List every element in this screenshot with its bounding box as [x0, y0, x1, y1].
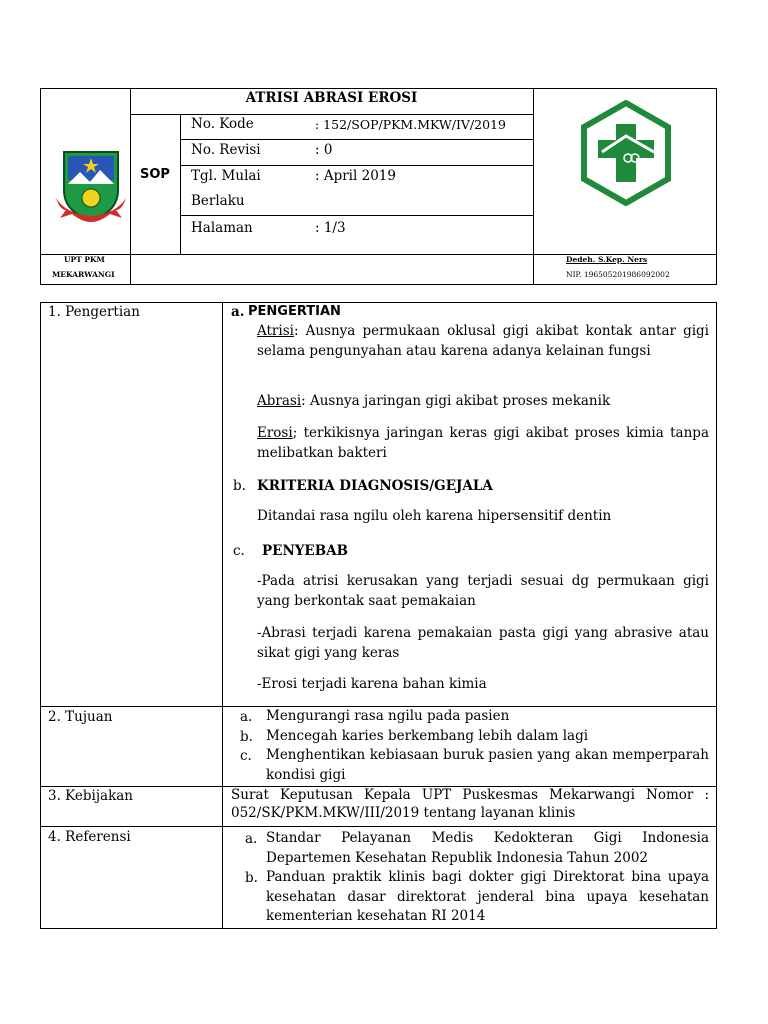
subheading-kriteria: KRITERIA DIAGNOSIS/GEJALA	[257, 478, 493, 494]
tujuan-item-c: Menghentikan kebiasaan buruk pasien yang akan memperparah kondisi gigi	[266, 747, 709, 783]
kebijakan-text: Surat Keputusan Kepala UPT Puskesmas Mekarwangi Nomor : 052/SK/PKM.MKW/III/2019 tentang layanan klinis	[231, 787, 709, 821]
signer-nip: NIP. 196505201986092002	[566, 270, 670, 279]
definition-atrisi	[257, 322, 709, 361]
tujuan-marker-c: c.	[240, 748, 252, 764]
term-abrasi: Abrasi	[257, 393, 302, 409]
revisi-value: : 0	[315, 142, 333, 158]
subheading-marker-b: b.	[233, 478, 246, 494]
term-atrisi: Atrisi	[257, 323, 294, 339]
signer-name: Dedeh. S.Kep. Ners	[566, 255, 648, 264]
halaman-label: Halaman	[191, 220, 253, 236]
kriteria-text: Ditandai rasa ngilu oleh karena hipersensitif dentin	[257, 508, 612, 524]
tgl-mulai-value: : April 2019	[315, 168, 396, 184]
org-name-line1: UPT PKM	[64, 255, 105, 264]
definition-atrisi-text: : Ausnya permukaan oklusal gigi akibat kontak antar gigi selama pengunyahan atau karena adanya kelainan fungsi	[257, 323, 709, 359]
referensi-marker-b: b.	[245, 870, 258, 886]
sop-title: ATRISI ABRASI EROSI	[245, 90, 418, 106]
tujuan-marker-a: a.	[240, 709, 253, 725]
penyebab-item-2: -Abrasi terjadi karena pemakaian pasta gigi yang abrasive atau sikat gigi yang keras	[257, 625, 709, 661]
row-label-kebijakan: 3. Kebijakan	[48, 788, 134, 804]
subheading-pengertian: PENGERTIAN	[248, 304, 341, 319]
tujuan-marker-b: b.	[240, 729, 253, 745]
definition-erosi	[257, 424, 709, 463]
subheading-marker-c: c.	[233, 543, 245, 559]
halaman-value: : 1/3	[315, 220, 346, 236]
term-erosi: Erosi	[257, 425, 293, 441]
puskesmas-logo-icon	[580, 100, 672, 206]
definition-abrasi-text: : Ausnya jaringan gigi akibat proses mekanik	[301, 393, 611, 409]
referensi-marker-a: a.	[245, 831, 258, 847]
tgl-mulai-label: Tgl. Mulai	[191, 168, 261, 184]
penyebab-item-3: -Erosi terjadi karena bahan kimia	[257, 676, 487, 692]
berlaku-label: Berlaku	[191, 193, 245, 209]
tujuan-item-b: Mencegah karies berkembang lebih dalam lagi	[266, 728, 589, 744]
sop-label: SOP	[140, 167, 170, 182]
row-label-pengertian: 1. Pengertian	[48, 304, 140, 320]
kode-value: : 152/SOP/PKM.MKW/IV/2019	[315, 117, 506, 132]
regional-emblem-icon	[52, 144, 130, 226]
row-label-referensi: 4. Referensi	[48, 829, 131, 845]
org-name-line2: MEKARWANGI	[52, 270, 115, 279]
kode-label: No. Kode	[191, 116, 254, 132]
definition-erosi-text: ; terkikisnya jaringan keras gigi akibat proses kimia tanpa melibatkan bakteri	[257, 425, 709, 461]
tujuan-item-a: Mengurangi rasa ngilu pada pasien	[266, 708, 510, 724]
revisi-label: No. Revisi	[191, 142, 261, 158]
row-label-tujuan: 2. Tujuan	[48, 709, 113, 725]
penyebab-item-1: -Pada atrisi kerusakan yang terjadi sesuai dg permukaan gigi yang berkontak saat pemakaian	[257, 573, 709, 609]
definition-abrasi	[257, 392, 709, 412]
referensi-item-a: Standar Pelayanan Medis Kedokteran Gigi Indonesia Departemen Kesehatan Republik Indonesia Tahun 2002	[266, 830, 709, 866]
referensi-item-b: Panduan praktik klinis bagi dokter gigi Direktorat bina upaya kesehatan dasar direktorat jenderal bina upaya kesehatan kementerian kesehatan RI 2014	[266, 869, 709, 924]
subheading-marker-a: a.	[231, 304, 245, 320]
subheading-penyebab: PENYEBAB	[262, 543, 349, 559]
